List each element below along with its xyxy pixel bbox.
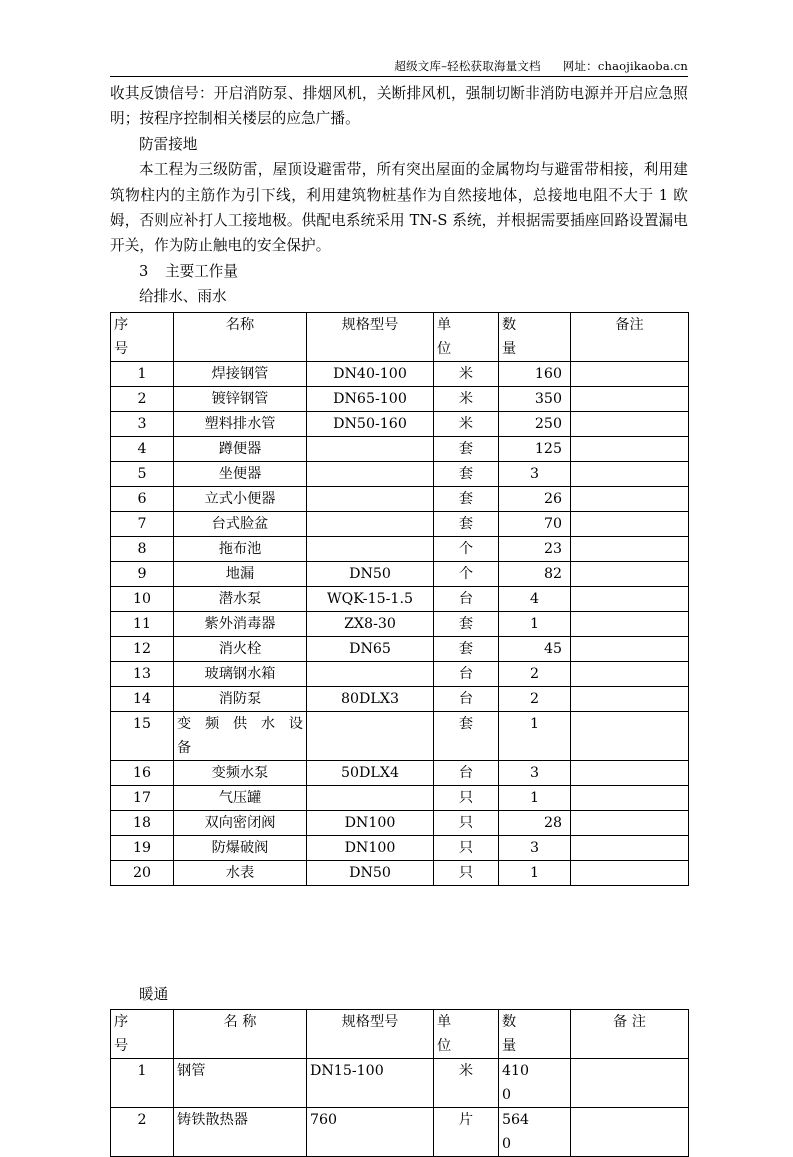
cell-seq: 19	[111, 835, 174, 860]
cell-qty: 2	[499, 661, 571, 686]
cell-qty	[499, 1059, 571, 1108]
cell-name: 双向密闭阀	[174, 810, 307, 835]
cell-spec: 50DLX4	[307, 760, 434, 785]
hvac-quantity-table	[110, 1009, 689, 1157]
cell-spec	[307, 711, 434, 760]
cell-qty: 350	[499, 386, 571, 411]
cell-seq: 15	[111, 711, 174, 760]
table-row	[111, 785, 689, 810]
col-header-seq-line2: 号	[114, 340, 129, 357]
cell-qty: 1	[499, 785, 571, 810]
col2-header-remark: 备 注	[571, 1010, 689, 1059]
cell-unit: 个	[434, 561, 499, 586]
cell-seq: 2	[111, 386, 174, 411]
col-header-qty	[499, 312, 571, 361]
cell-name: 焊接钢管	[174, 361, 307, 386]
cell-qty: 1	[499, 711, 571, 760]
cell-remark	[571, 835, 689, 860]
col2-header-spec: 规格型号	[307, 1010, 434, 1059]
cell-seq: 1	[111, 361, 174, 386]
cell-remark	[571, 686, 689, 711]
col2-header-seq-line1: 序	[114, 1014, 129, 1031]
header-brand: 超级文库–轻松获取海量文档	[394, 59, 541, 73]
table-row	[111, 1059, 689, 1108]
cell-spec: DN50	[307, 860, 434, 885]
cell-qty: 23	[499, 536, 571, 561]
cell-qty: 2	[499, 686, 571, 711]
cell-qty: 1	[499, 860, 571, 885]
table-row	[111, 586, 689, 611]
cell-unit: 台	[434, 586, 499, 611]
cell-remark	[571, 561, 689, 586]
cell-name: 铸铁散热器	[174, 1108, 307, 1157]
table-row	[111, 461, 689, 486]
cell-remark	[571, 386, 689, 411]
cell-unit: 台	[434, 686, 499, 711]
cell-name: 镀锌钢管	[174, 386, 307, 411]
cell-spec: DN65-100	[307, 386, 434, 411]
col-header-unit-line2: 位	[437, 340, 452, 357]
cell-unit: 个	[434, 536, 499, 561]
cell-unit: 套	[434, 711, 499, 760]
table1-body	[111, 312, 689, 885]
cell-seq: 2	[111, 1108, 174, 1157]
header-divider	[110, 76, 688, 77]
cell-name: 塑料排水管	[174, 411, 307, 436]
table-row	[111, 436, 689, 461]
table-row	[111, 1108, 689, 1157]
cell-remark	[571, 536, 689, 561]
cell-name: 气压罐	[174, 785, 307, 810]
cell-seq: 13	[111, 661, 174, 686]
col-header-unit-line1: 单	[437, 316, 452, 333]
col2-header-name: 名 称	[174, 1010, 307, 1059]
cell-name: 坐便器	[174, 461, 307, 486]
cell-remark	[571, 461, 689, 486]
table-row	[111, 536, 689, 561]
cell-remark	[571, 810, 689, 835]
cell-seq: 18	[111, 810, 174, 835]
cell-qty: 125	[499, 436, 571, 461]
cell-unit: 只	[434, 785, 499, 810]
cell-seq: 16	[111, 760, 174, 785]
cell-spec	[307, 785, 434, 810]
table-row	[111, 561, 689, 586]
cell-remark	[571, 511, 689, 536]
paragraph-lightning-detail: 本工程为三级防雷，屋顶设避雷带，所有突出屋面的金属物均与避雷带相接，利用建筑物柱内的主筋作为引下线，利用建筑物桩基作为自然接地体，总接地电阻不大于 1 欧姆，否则应补打人工接地极。供配电系统采用 TN-S 系统，并根据需要插座回路设置漏电开关，作为防止触电的安全保护。	[110, 161, 688, 255]
cell-unit: 米	[434, 411, 499, 436]
col2-header-unit-line2: 位	[437, 1038, 452, 1055]
col2-header-unit	[434, 1010, 499, 1059]
col-header-spec: 规格型号	[307, 312, 434, 361]
cell-qty: 28	[499, 810, 571, 835]
cell-name: 台式脸盆	[174, 511, 307, 536]
cell-seq: 3	[111, 411, 174, 436]
section-heading-workload	[110, 259, 688, 284]
cell-remark	[571, 1059, 689, 1108]
cell-seq: 4	[111, 436, 174, 461]
header-site: 网址：chaojikaoba.cn	[562, 59, 688, 73]
section-number: 3	[139, 262, 149, 280]
cell-seq: 17	[111, 785, 174, 810]
cell-name: 消火栓	[174, 636, 307, 661]
table-row	[111, 411, 689, 436]
paragraph-fire-signal: 收其反馈信号：开启消防泵、排烟风机，关断排风机，强制切断非消防电源并开启应急照明；按程序控制相关楼层的应急广播。	[110, 85, 688, 128]
cell-spec: DN15-100	[307, 1059, 434, 1108]
section-title: 主要工作量	[165, 262, 238, 280]
table-row	[111, 686, 689, 711]
cell-qty	[499, 1108, 571, 1157]
cell-unit: 套	[434, 461, 499, 486]
cell-spec	[307, 511, 434, 536]
cell-name: 防爆破阀	[174, 835, 307, 860]
table-row	[111, 636, 689, 661]
cell-remark	[571, 785, 689, 810]
cell-unit: 米	[434, 1059, 499, 1108]
cell-remark	[571, 486, 689, 511]
cell-unit: 套	[434, 511, 499, 536]
cell-name: 玻璃钢水箱	[174, 661, 307, 686]
cell-qty: 160	[499, 361, 571, 386]
cell-qty-line2: 0	[502, 1136, 512, 1153]
cell-spec: DN50-160	[307, 411, 434, 436]
table1-table2-spacer	[110, 886, 688, 982]
cell-name	[174, 711, 307, 760]
cell-remark	[571, 760, 689, 785]
col2-header-qty	[499, 1010, 571, 1059]
cell-seq: 12	[111, 636, 174, 661]
cell-spec	[307, 486, 434, 511]
col-header-seq	[111, 312, 174, 361]
cell-unit: 套	[434, 436, 499, 461]
table-row	[111, 711, 689, 760]
cell-unit: 台	[434, 661, 499, 686]
cell-qty-line1: 564	[502, 1112, 530, 1129]
cell-remark	[571, 636, 689, 661]
cell-seq: 14	[111, 686, 174, 711]
cell-seq: 1	[111, 1059, 174, 1108]
cell-spec	[307, 461, 434, 486]
cell-unit: 套	[434, 611, 499, 636]
cell-remark	[571, 860, 689, 885]
heading-lightning-grounding: 防雷接地	[139, 135, 198, 153]
cell-spec: WQK-15-1.5	[307, 586, 434, 611]
cell-seq: 11	[111, 611, 174, 636]
cell-remark	[571, 661, 689, 686]
col2-header-unit-line1: 单	[437, 1014, 452, 1031]
table2-header-row	[111, 1010, 689, 1059]
table-row	[111, 486, 689, 511]
cell-remark	[571, 436, 689, 461]
col-header-seq-line1: 序	[114, 316, 129, 333]
cell-seq: 10	[111, 586, 174, 611]
cell-name: 变频水泵	[174, 760, 307, 785]
cell-name: 潜水泵	[174, 586, 307, 611]
col-header-name: 名称	[174, 312, 307, 361]
cell-qty: 70	[499, 511, 571, 536]
col2-header-qty-line1: 数	[502, 1014, 517, 1031]
table-row	[111, 611, 689, 636]
cell-unit: 片	[434, 1108, 499, 1157]
cell-unit: 只	[434, 810, 499, 835]
cell-qty: 250	[499, 411, 571, 436]
table-row	[111, 860, 689, 885]
cell-spec: DN100	[307, 810, 434, 835]
cell-qty: 3	[499, 461, 571, 486]
cell-name: 立式小便器	[174, 486, 307, 511]
cell-qty: 3	[499, 760, 571, 785]
cell-spec	[307, 661, 434, 686]
table-row	[111, 511, 689, 536]
cell-remark	[571, 361, 689, 386]
cell-qty-line2: 0	[502, 1087, 512, 1104]
cell-name-line2: 备	[177, 739, 192, 756]
table-row	[111, 810, 689, 835]
cell-unit: 台	[434, 760, 499, 785]
cell-seq: 8	[111, 536, 174, 561]
cell-spec: DN65	[307, 636, 434, 661]
cell-seq: 5	[111, 461, 174, 486]
cell-name: 消防泵	[174, 686, 307, 711]
cell-spec: 80DLX3	[307, 686, 434, 711]
cell-unit: 套	[434, 636, 499, 661]
col2-header-seq-line2: 号	[114, 1038, 129, 1055]
cell-qty: 26	[499, 486, 571, 511]
page-content	[110, 0, 688, 1157]
cell-spec: 760	[307, 1108, 434, 1157]
table-row	[111, 760, 689, 785]
table2-body	[111, 1010, 689, 1157]
cell-seq: 7	[111, 511, 174, 536]
cell-name: 蹲便器	[174, 436, 307, 461]
cell-qty: 4	[499, 586, 571, 611]
running-header	[110, 58, 688, 74]
cell-unit: 米	[434, 386, 499, 411]
cell-qty: 45	[499, 636, 571, 661]
cell-remark	[571, 611, 689, 636]
table-row	[111, 386, 689, 411]
cell-spec: DN50	[307, 561, 434, 586]
cell-spec	[307, 436, 434, 461]
table-row	[111, 661, 689, 686]
cell-qty-line1: 410	[502, 1063, 530, 1080]
col-header-remark: 备注	[571, 312, 689, 361]
cell-remark	[571, 711, 689, 760]
cell-spec	[307, 536, 434, 561]
cell-seq: 20	[111, 860, 174, 885]
cell-unit: 只	[434, 835, 499, 860]
cell-qty: 1	[499, 611, 571, 636]
col-header-qty-line1: 数	[502, 316, 517, 333]
cell-qty: 82	[499, 561, 571, 586]
cell-name: 拖布池	[174, 536, 307, 561]
cell-name: 地漏	[174, 561, 307, 586]
table2-caption: 暖通	[139, 985, 169, 1003]
cell-spec: DN100	[307, 835, 434, 860]
col2-header-seq	[111, 1010, 174, 1059]
cell-remark	[571, 411, 689, 436]
col-header-unit	[434, 312, 499, 361]
table1-header-row	[111, 312, 689, 361]
cell-spec: ZX8-30	[307, 611, 434, 636]
col-header-qty-line2: 量	[502, 340, 517, 357]
cell-name: 水表	[174, 860, 307, 885]
cell-seq: 6	[111, 486, 174, 511]
cell-name: 钢管	[174, 1059, 307, 1108]
cell-name-line1: 变频供水设	[177, 715, 303, 732]
cell-unit: 只	[434, 860, 499, 885]
cell-unit: 套	[434, 486, 499, 511]
cell-seq: 9	[111, 561, 174, 586]
table-row	[111, 361, 689, 386]
cell-remark	[571, 586, 689, 611]
cell-unit: 米	[434, 361, 499, 386]
plumbing-quantity-table	[110, 312, 689, 886]
table1-caption: 给排水、雨水	[139, 288, 227, 306]
cell-name: 紫外消毒器	[174, 611, 307, 636]
cell-qty: 3	[499, 835, 571, 860]
table-row	[111, 835, 689, 860]
cell-remark	[571, 1108, 689, 1157]
col2-header-qty-line2: 量	[502, 1038, 517, 1055]
cell-spec: DN40-100	[307, 361, 434, 386]
